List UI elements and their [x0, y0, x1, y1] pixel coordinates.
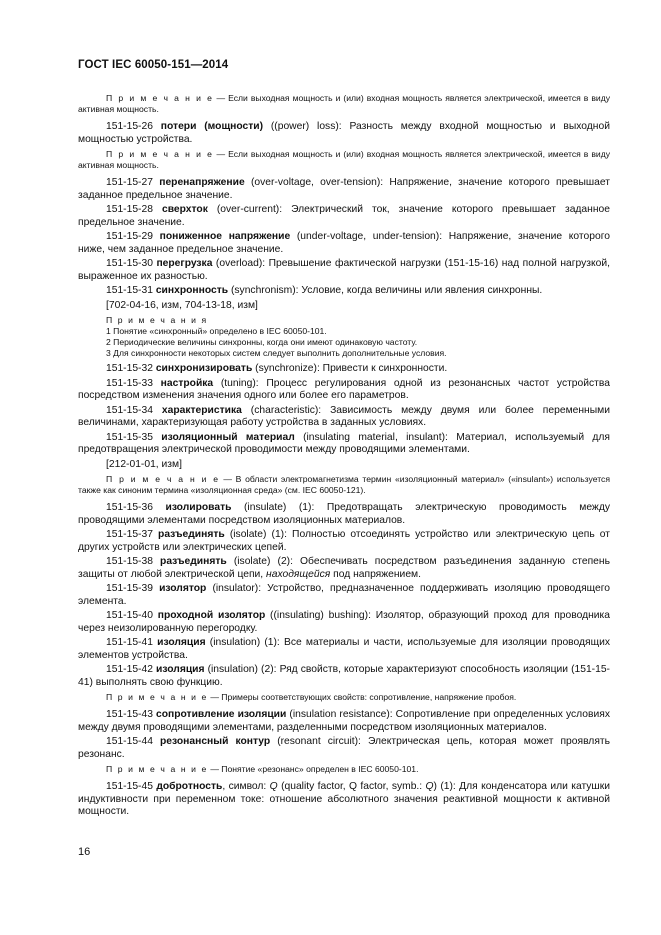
note-item: 1 Понятие «синхронный» определено в IEC 60050-101. — [106, 326, 327, 336]
term-entry — [78, 378, 610, 403]
term-number: 151-15-38 — [106, 556, 153, 567]
note-text: Если выходная мощность и (или) входная мощность является электрической, имеется в виду активная мощность. — [78, 149, 611, 170]
term-number: 151-15-31 — [106, 285, 153, 296]
dash: — — [210, 692, 219, 702]
term-name: изолировать — [165, 502, 232, 513]
term-number: 151-15-35 — [106, 431, 153, 443]
term-name: сопротивление изоляции — [156, 709, 287, 720]
term-name: изоляция — [156, 664, 205, 675]
term-number: 151-15-27 — [106, 177, 153, 188]
term-name: изоляция — [157, 637, 206, 648]
term-number: 151-15-41 — [106, 637, 153, 648]
term-definition: (insulator): Устройство, предназначенное поддерживать изоляцию проводящего элемента. — [78, 583, 610, 607]
term-definition-italic: находящейся — [266, 568, 331, 580]
term-name: сверхток — [161, 204, 208, 215]
term-symbol: Q — [269, 781, 278, 792]
term-name: изолятор — [159, 583, 207, 594]
note — [78, 93, 610, 115]
term-definition: (synchronize): Привести к синхронности. — [255, 363, 448, 374]
term-entry — [78, 177, 610, 202]
note-item: 3 Для синхронности некоторых систем следует выполнить дополнительные условия. — [106, 348, 447, 358]
term-name: синхронизировать — [155, 363, 253, 374]
dash: — — [216, 93, 226, 103]
term-name: синхронность — [155, 285, 229, 296]
term-entry — [78, 432, 610, 457]
dash: — — [210, 764, 219, 774]
term-definition: (tuning): Процесс регулирования одной из резонансных частот устройства посредством изменения значения одного или более его параметров. — [78, 377, 610, 401]
term-number: 151-15-36 — [106, 502, 153, 513]
term-entry — [78, 583, 610, 608]
note — [78, 474, 610, 496]
term-number: 151-15-26 — [106, 121, 153, 132]
term-entry — [78, 664, 610, 689]
term-entry — [78, 610, 610, 635]
term-number: 151-15-37 — [106, 529, 153, 540]
term-number: 151-15-30 — [106, 258, 153, 269]
term-definition: (insulation) (1): Все материалы и части, используемые для изоляции проводящих элементов устройства. — [78, 637, 610, 661]
term-definition: (resonant circuit): Электрическая цепь, которая может проявлять резонанс. — [78, 736, 610, 760]
term-number: 151-15-29 — [106, 231, 153, 242]
note — [78, 764, 610, 775]
term-definition: ) (1): Для конденсатора или катушки индуктивности при переменном токе: отношение абсолютного значения реактивной мощности к активной мощности. — [78, 781, 610, 817]
note-text: Примеры соответствующих свойств: сопротивление, напряжение пробоя. — [221, 692, 517, 702]
term-definition: (isolate) (1): Полностью отсоединять устройство или электрическую цепь от других устройств или электрических цепей. — [78, 529, 610, 553]
term-definition: под напряжением. — [333, 568, 421, 580]
term-definition: ((insulating) bushing): Изолятор, образующий проход для проводника через неизолированную перегородку. — [78, 610, 610, 634]
term-name: пониженное напряжение — [159, 231, 291, 242]
term-number: 151-15-42 — [106, 664, 153, 675]
term-name: изоляционный материал — [161, 431, 295, 443]
term-definition: ((power) loss): Разность между входной мощностью и выходной мощностью устройства. — [78, 121, 610, 145]
term-definition: (insulating material, insulant): Материал, используемый для предотвращения электрической проводимости между проводящими элементами. — [78, 431, 610, 455]
term-number: 151-15-28 — [106, 204, 153, 215]
term-definition: (under-voltage, under-tension): Напряжение, значение которого ниже, чем заданное предельное значение. — [78, 231, 610, 255]
term-name: перенапряжение — [159, 177, 245, 188]
term-name: разъединять — [160, 556, 227, 567]
term-entry — [78, 285, 610, 298]
note-label: П р и м е ч а н и е — [106, 764, 208, 774]
note — [78, 692, 610, 703]
term-name: добротность — [156, 781, 223, 792]
page-number: 16 — [78, 846, 91, 858]
term-name: потери (мощности) — [160, 121, 264, 132]
document-header: ГОСТ IEC 60050-151—2014 — [78, 59, 229, 71]
term-number: 151-15-33 — [106, 377, 153, 389]
term-number: 151-15-44 — [106, 736, 153, 747]
term-definition: (isolate) (2): Обеспечивать посредством разъединения заданную степень защиты от любой электрической цепи, — [78, 556, 610, 580]
term-reference: [702-04-16, изм, 704-13-18, изм] — [106, 299, 258, 311]
term-definition: (overload): Превышение фактической нагрузки (151-15-16) над полной нагрузкой, выраженное их разностью. — [78, 258, 610, 282]
term-entry — [78, 405, 610, 430]
notes-list — [78, 315, 610, 359]
note-label: П р и м е ч а н и е — [106, 692, 208, 702]
term-number: 151-15-39 — [106, 583, 153, 594]
term-name: проходной изолятор — [157, 610, 266, 621]
term-entry — [78, 709, 610, 734]
term-reference: [212-01-01, изм] — [106, 458, 182, 470]
term-entry — [78, 637, 610, 662]
term-definition: (over-voltage, over-tension): Напряжение, значение которого превышает заданное предельное значение. — [78, 177, 610, 201]
note-item: 2 Периодические величины синхронны, когда они имеют одинаковую частоту. — [106, 337, 418, 347]
term-entry — [78, 363, 610, 376]
term-entry — [78, 231, 610, 256]
note-text: Понятие «резонанс» определен в IEC 60050-101. — [221, 764, 419, 774]
notes-heading: П р и м е ч а н и я — [106, 315, 208, 325]
dash: — — [223, 474, 232, 484]
term-name: резонансный контур — [160, 736, 271, 747]
term-number: 151-15-32 — [106, 363, 153, 374]
term-definition: (characteristic): Зависимость между двумя или более переменными величинами, характеризующая работу устройства в заданных условиях. — [78, 404, 610, 428]
term-number: 151-15-43 — [106, 709, 153, 720]
term-definition: (insulate) (1): Предотвращать электрическую проводимость между проводящими элементами посредством изоляционных материалов. — [78, 502, 610, 526]
term-definition: (over-current): Электрический ток, значение которого превышает заданное предельное значение. — [78, 204, 610, 228]
note-label: П р и м е ч а н и е — [106, 474, 220, 484]
note-text: В области электромагнетизма термин «изоляционный материал» («insulant») используется также как синоним термина «изоляционная среда» (см. IEC 60050-121). — [78, 474, 611, 495]
term-name: настройка — [160, 377, 214, 389]
term-entry — [78, 556, 610, 581]
term-number: 151-15-34 — [106, 404, 153, 416]
term-name: разъединять — [158, 529, 225, 540]
term-name: характеристика — [161, 404, 242, 416]
page-body — [78, 90, 610, 821]
term-entry — [78, 258, 610, 283]
term-entry — [78, 781, 610, 819]
term-number: 151-15-45 — [106, 781, 153, 792]
term-number: 151-15-40 — [106, 610, 153, 621]
note-label: П р и м е ч а н и е — [106, 93, 214, 103]
term-definition: (insulation resistance): Сопротивление при определенных условиях между двумя проводящими элементами, разделенными посредством изоляционных материалов. — [78, 709, 610, 733]
note — [78, 149, 610, 171]
term-entry — [78, 736, 610, 761]
term-symbol: Q — [425, 781, 434, 792]
term-symbol-label: , символ: — [222, 781, 267, 792]
term-entry — [78, 529, 610, 554]
term-entry — [78, 502, 610, 527]
term-definition: (insulation) (2): Ряд свойств, которые характеризуют способность изоляции (151-15-41) выполнять свою функцию. — [78, 664, 610, 688]
note-text: Если выходная мощность и (или) входная мощность является электрической, имеется в виду активная мощность. — [78, 93, 611, 114]
term-entry — [78, 204, 610, 229]
term-definition: (synchronism): Условие, когда величины или явления синхронны. — [230, 285, 543, 296]
dash: — — [216, 149, 226, 159]
term-name: перегрузка — [156, 258, 213, 269]
term-definition: (quality factor, Q factor, symb.: — [281, 781, 423, 792]
term-entry — [78, 121, 610, 146]
note-label: П р и м е ч а н и е — [106, 149, 214, 159]
